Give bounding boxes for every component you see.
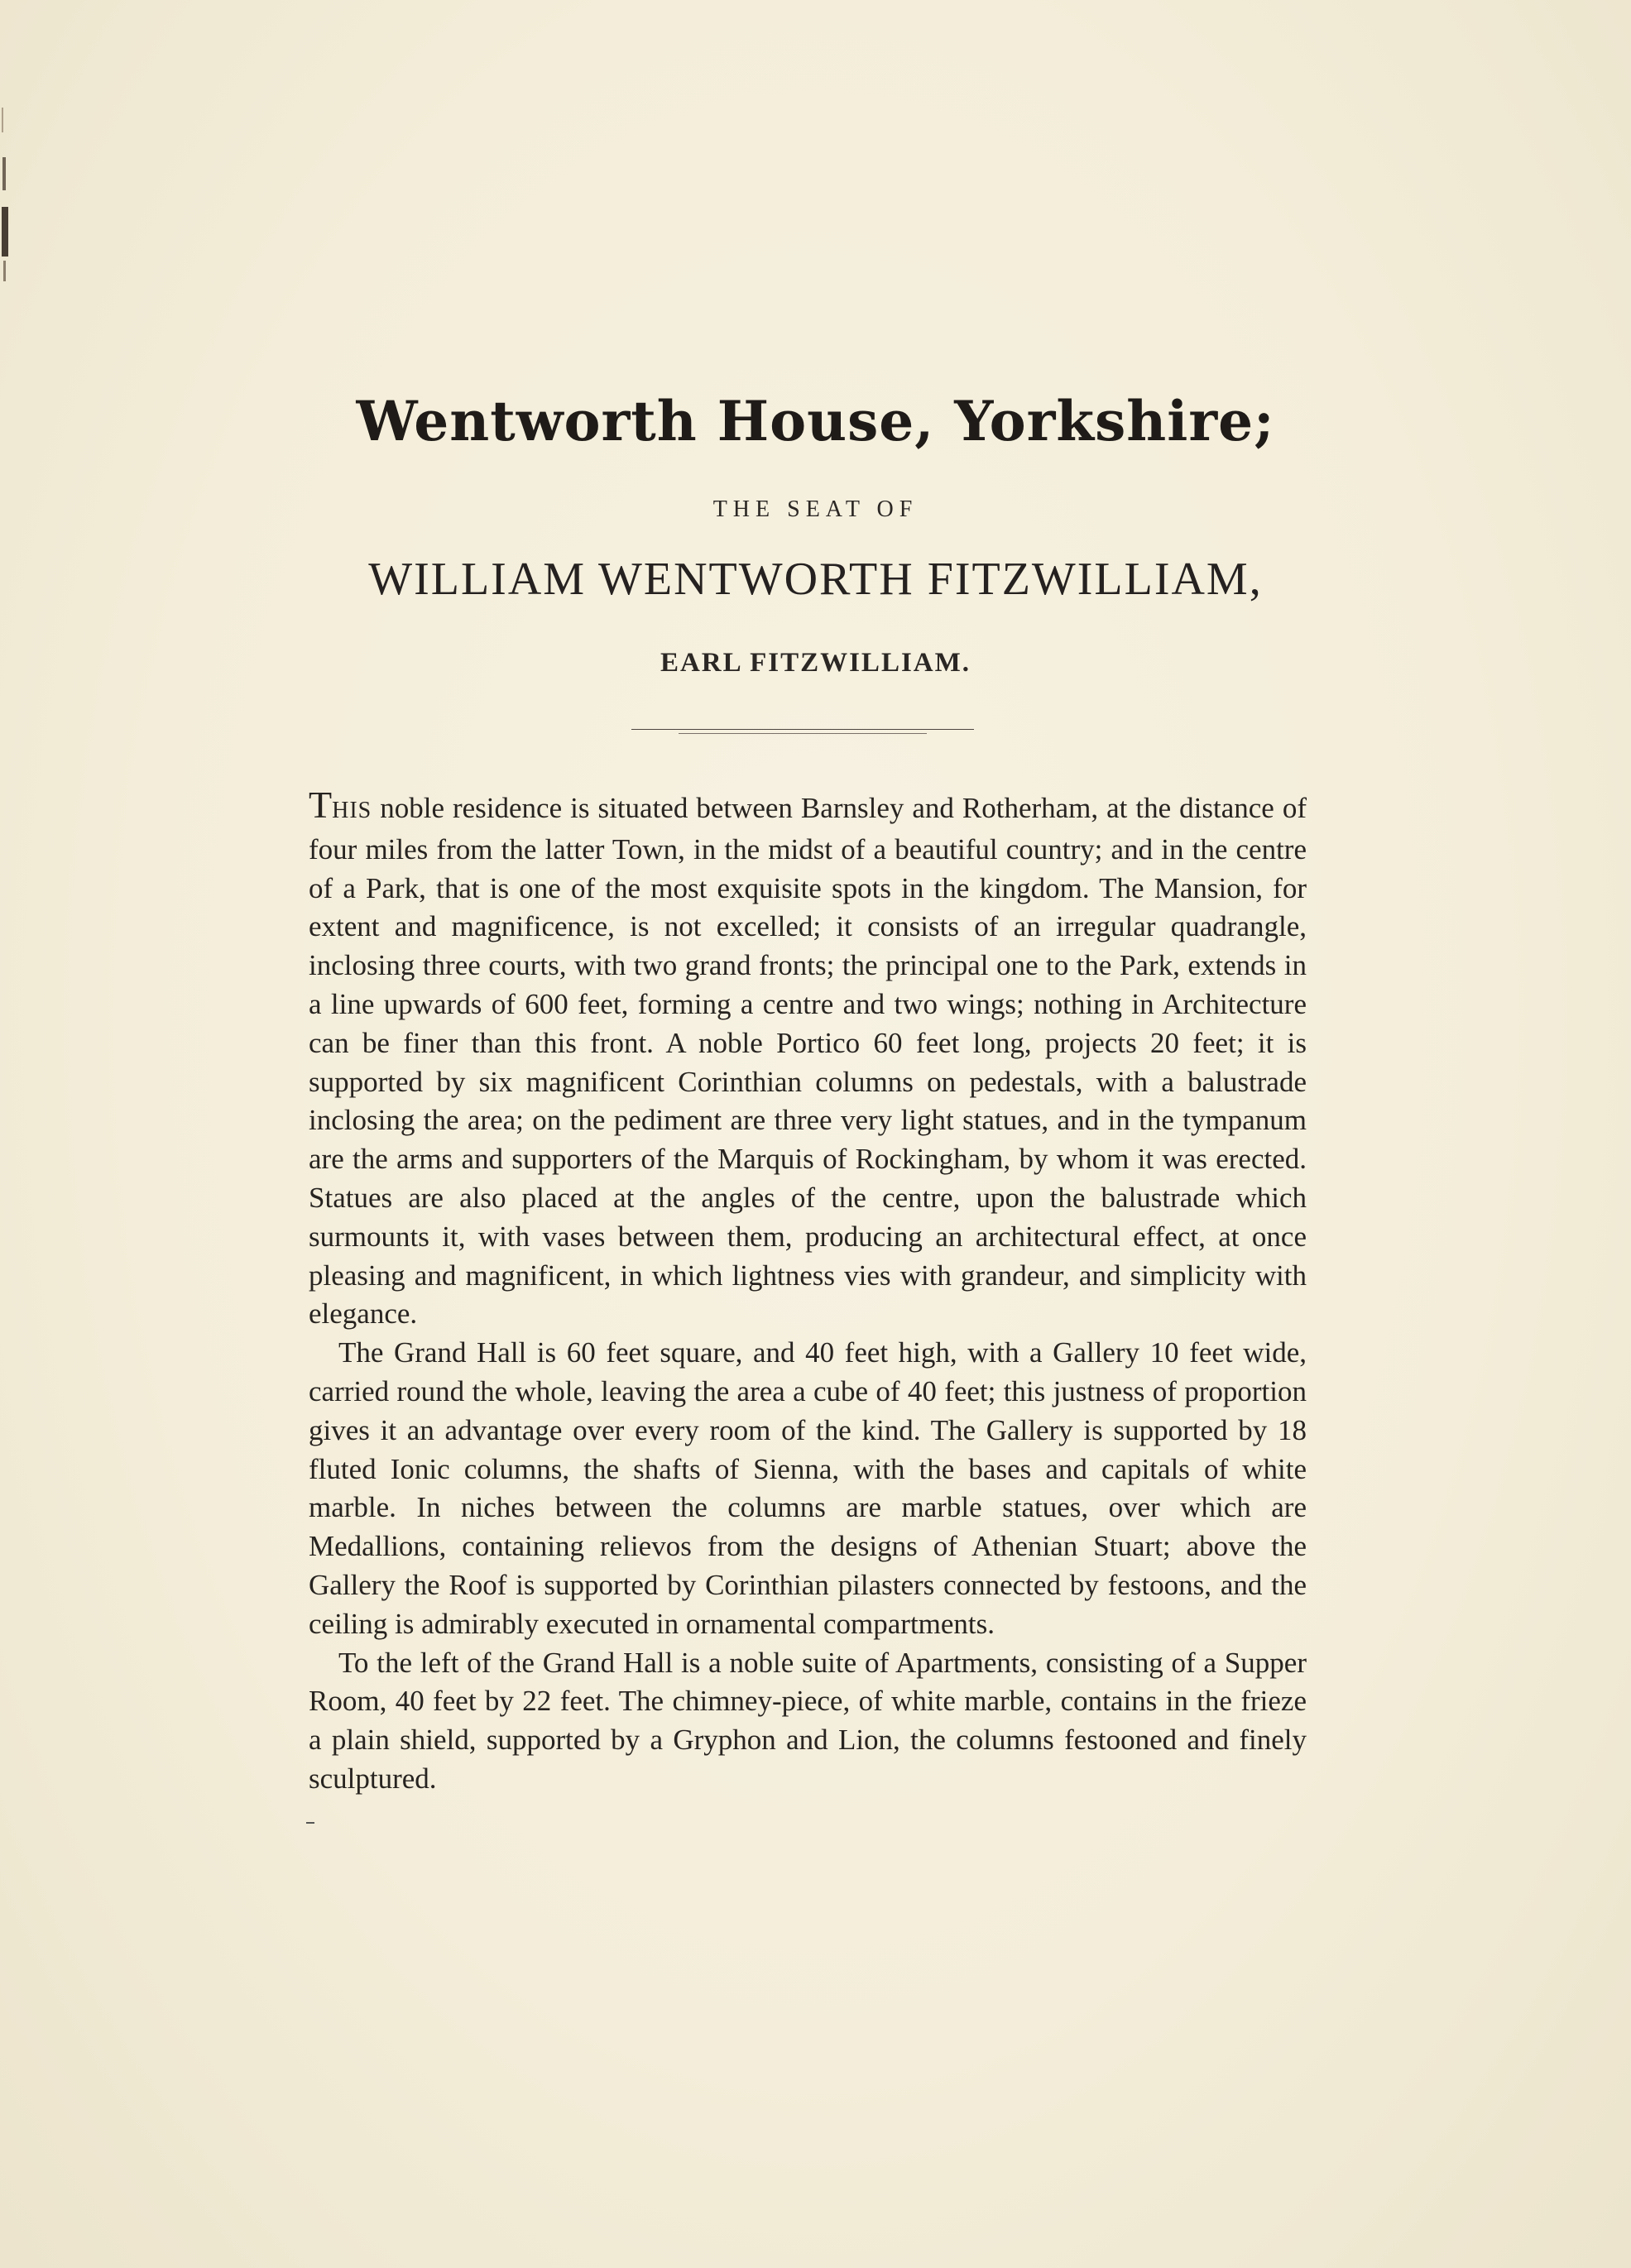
stray-dash-mark — [306, 1822, 314, 1824]
owner-name: WILLIAM WENTWORTH FITZWILLIAM, — [368, 554, 1263, 605]
body-text — [309, 786, 1307, 1799]
paragraph-text: To the left of the Grand Hall is a noble suite of Apartments, consisting of a Supper Room, 40 feet by 22 feet. The chimney-piece, of white marble, contains in the frieze a plain shield, supported by a Gryphon and Lion, the columns festooned and finely sculptured. — [309, 1646, 1307, 1795]
paragraph-text: The Grand Hall is 60 feet square, and 40 feet high, with a Gallery 10 feet wide, carried round the whole, leaving the area a cube of 40 feet; this justness of proportion gives it an advantage over every room of the kind. The Gallery is supported by 18 fluted Ionic columns, the shafts of Sienna, with the bases and capitals of white marble. In niches between the columns are marble statues, over which are Medallions, containing relievos from the designs of Athenian Stuart; above the Gallery the Roof is supported by Corinthian pilasters connected by festoons, and the ceiling is admirably executed in ornamental compartments. — [309, 1336, 1307, 1640]
paragraph-2 — [309, 1334, 1307, 1643]
paragraph-text: noble residence is situated between Barnsley and Rotherham, at the distance of four miles from the latter Town, in the midst of a beautiful country; and in the centre of a Park, that is one of the most exquisite spots in the kingdom. The Mansion, for extent and magnificence, is not excelled; it consists of an irregular quadrangle, inclosing three courts, with two grand fronts; the principal one to the Park, extends in a line upwards of 600 feet, forming a centre and two wings; nothing in Architecture can be finer than this front. A noble Portico 60 feet long, projects 20 feet; it is supported by six magnificent Corinthian columns on pedestals, with a balustrade inclosing the area; on the pediment are three very light statues, and in the tympanum are the arms and supporters of the Marquis of Rockingham, by whom it was erected. Statues are also placed at the angles of the centre, upon the balustrade which surmounts it, with vases between them, producing an architectural effect, at once pleasing and magnificent, in which lightness vies with grandeur, and simplicity with elegance. — [309, 792, 1307, 1331]
paragraph-1 — [309, 786, 1307, 1334]
paragraph-3 — [309, 1644, 1307, 1799]
divider-rule-thin — [679, 733, 927, 734]
small-caps-lead: HIS — [332, 798, 372, 823]
binding-edge-mark — [0, 108, 12, 290]
owner-rank: EARL FITZWILLIAM. — [660, 648, 971, 678]
divider-rule — [631, 729, 974, 730]
page-title: Wentworth House, Yorkshire; — [356, 389, 1275, 453]
subtitle: THE SEAT OF — [712, 496, 919, 522]
drop-capital: T — [309, 784, 333, 826]
